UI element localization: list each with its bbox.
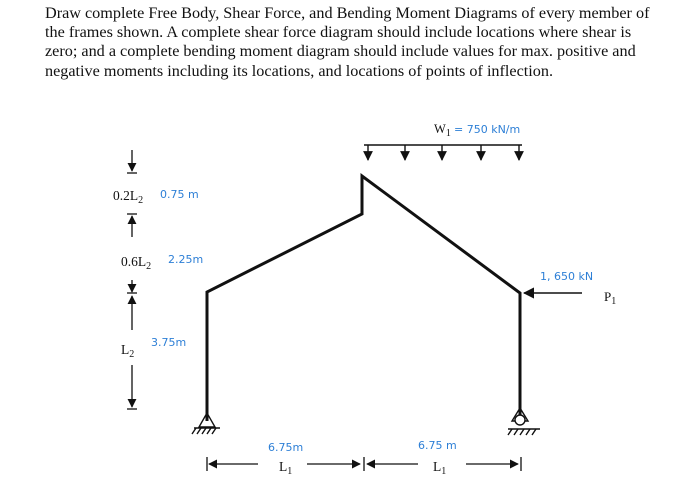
p1-value: 1, 650 kN [540,270,594,283]
h1-label: $L_1$ [279,459,293,477]
h2-label: $L_1$ [433,459,447,477]
w1-label: $W_1$ [434,122,451,139]
problem-line-4: negative moments including its locations, and locations of points of inflection. [45,61,554,80]
p1-label: $P_1$ [604,289,617,307]
hatch [508,429,512,435]
d1-label: $0.2L_2$ [113,188,144,206]
d2-label: $0.6L_2$ [121,254,152,272]
hatch [514,429,518,435]
hatch [520,429,524,435]
distributed-load [364,145,522,160]
d1-value: 0.75 m [160,188,199,201]
hatch [202,428,206,434]
hatch [197,428,201,434]
hatch [207,428,211,434]
left-pin-support [192,413,220,434]
d3-label: $L_2$ [121,342,135,360]
frame-outline [207,176,520,421]
w1-value: = 750 kN/m [454,123,521,136]
d3-value: 3.75m [151,336,187,349]
problem-line-3: zero; and a complete bending moment diagram should include values for max. positive and [45,42,636,61]
d2-value: 2.25m [168,253,204,266]
horizontal-dimensions [207,457,521,471]
right-roller-support [508,408,540,435]
frame-members [207,176,520,421]
problem-line-1: Draw complete Free Body, Shear Force, and Bending Moment Diagrams of every member of [45,4,650,22]
problem-line-2: the frames shown. A complete shear force diagram should include locations where shear is [45,23,632,42]
hatch [192,428,196,434]
hatch [532,429,536,435]
right-roller-wheel [515,415,525,425]
hatch [526,429,530,435]
h1-value: 6.75m [268,441,304,454]
hatch [212,428,216,434]
h2-value: 6.75 m [418,439,457,452]
